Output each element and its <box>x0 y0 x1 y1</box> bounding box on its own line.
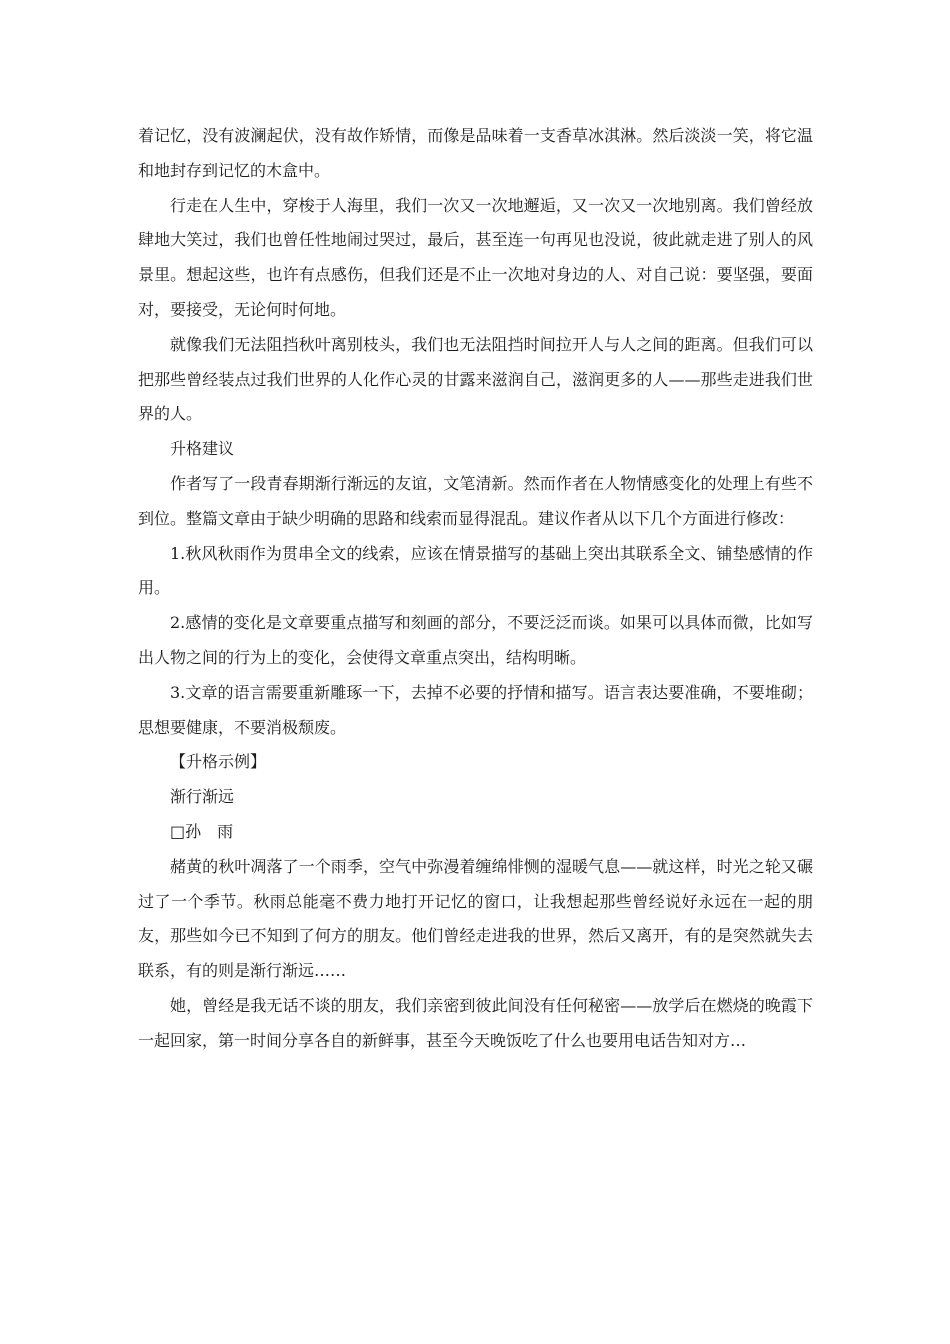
section-heading-suggestions: 升格建议 <box>170 439 235 459</box>
paragraph-autumn-leaves: 就像我们无法阻挡秋叶离别枝头，我们也无法阻挡时间拉开人与人之间的距离。但我们可以把那些曾经装点过我们世界的人化作心灵的甘露来滋润自己，滋润更多的人——那些走进我们世界的人。 <box>138 334 813 424</box>
section-heading-example: 【升格示例】 <box>170 752 267 772</box>
suggestion-item-1: 1.秋风秋雨作为贯串全文的线索，应该在情景描写的基础上突出其联系全文、铺垫感情的作用。 <box>138 543 813 598</box>
suggestion-item-2: 2.感情的变化是文章要重点描写和刻画的部分，不要泛泛而谈。如果可以具体而微，比如写出人物之间的行为上的变化，会使得文章重点突出，结构明晰。 <box>138 613 813 667</box>
paragraph-example-opening: 赭黄的秋叶凋落了一个雨季，空气中弥漫着缠绵悱恻的湿暖气息——就这样，时光之轮又碾过了一个季节。秋雨总能毫不费力地打开记忆的窗口，让我想起那些曾经说好永远在一起的朋友，那些如今已不知到了何方的朋友。他们曾经走进我的世界，然后又离开，有的是突然就失去联系，有的则是渐行渐远…… <box>138 856 813 981</box>
suggestion-item-3: 3.文章的语言需要重新雕琢一下，去掉不必要的抒情和描写。语言表达要准确，不要堆砌；思想要健康，不要消极颓废。 <box>138 682 813 737</box>
example-author: □孙 雨 <box>170 821 234 841</box>
example-title: 渐行渐远 <box>170 787 235 807</box>
paragraph-example-friend: 她，曾经是我无话不谈的朋友，我们亲密到彼此间没有任何秘密——放学后在燃烧的晚霞下一起回家，第一时间分享各自的新鲜事，甚至今天晚饭吃了什么也要用电话告知对方… <box>138 995 813 1050</box>
paragraph-suggestion-intro: 作者写了一段青春期渐行渐远的友谊，文笔清新。然而作者在人物情感变化的处理上有些不到位。整篇文章由于缺少明确的思路和线索而显得混乱。建议作者从以下几个方面进行修改： <box>138 473 813 528</box>
document-body <box>138 119 813 1059</box>
paragraph-continuation: 着记忆，没有波澜起伏，没有故作矫情，而像是品味着一支香草冰淇淋。然后淡淡一笑，将它温和地封存到记忆的木盒中。 <box>138 126 813 180</box>
paragraph-life-journey: 行走在人生中，穿梭于人海里，我们一次又一次地邂逅，又一次又一次地别离。我们曾经放肆地大笑过，我们也曾任性地闹过哭过，最后，甚至连一句再见也没说，彼此就走进了别人的风景里。想起这些，也许有点感伤，但我们还是不止一次地对身边的人、对自己说：要坚强，要面对，要接受，无论何时何地。 <box>138 195 813 319</box>
